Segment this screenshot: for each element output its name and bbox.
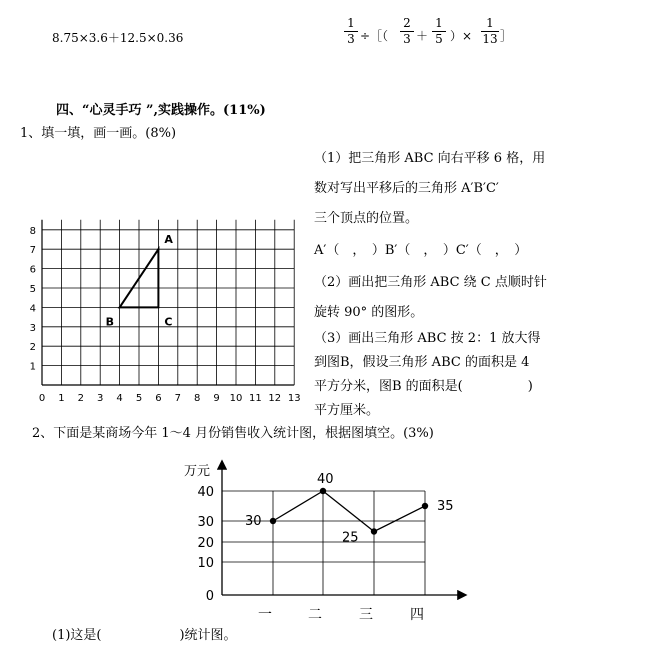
instruction-1-line-1: （1）把三角形 ABC 向右平移 6 格，用 [314,151,546,166]
instruction-2-line-1: （2）画出把三角形 ABC 绕 C 点顺时针 [314,275,547,290]
x-tick-label: 9 [213,393,220,404]
times-sign: ）× [450,29,473,43]
instruction-1-line-3: 三个顶点的位置。 [314,211,419,226]
chart-category-label: 一 [258,607,272,622]
x-tick-label: 7 [174,393,181,404]
instruction-3-line-2: 到图B，假设三角形 ABC 的面积是 4 [314,355,530,370]
instruction-3-line-3: 平方分米，图B 的面积是( ) [314,379,533,394]
x-tick-label: 13 [287,393,301,404]
x-tick-label: 2 [77,393,84,404]
chart-point [270,518,276,524]
chart-category-label: 二 [308,607,322,622]
answer-coordinates: A′（ ， ）B′（ ， ）C′（ ， ） [314,243,528,258]
chart-data-label: 40 [317,472,334,487]
chart-y-tick: 0 [205,589,214,604]
x-tick-label: 8 [194,393,201,404]
y-tick-label: 1 [29,361,36,373]
x-tick-label: 3 [97,393,104,404]
vertex-label: A [164,233,173,247]
fraction-one-fifth: 1 5 [432,17,446,46]
chart-data-label: 30 [245,514,262,529]
chart-data-label: 25 [342,530,359,546]
question-2-sub-1: (1)这是( )统计图。 [52,628,237,643]
x-tick-label: 5 [135,393,143,404]
y-tick-label: 5 [29,284,36,295]
fraction-two-thirds: 2 3 [400,17,414,46]
vertex-label: C [164,315,173,329]
question-1-title: 1、填一填，画一画。(8%) [20,126,177,141]
chart-point [371,528,377,534]
vertex-label: B [105,315,114,329]
fraction-one-thirteenth: 1 13 [482,16,498,46]
x-tick-label: 1 [58,393,65,404]
close-bracket: ］ [500,29,513,43]
x-tick-label: 12 [268,393,282,404]
fraction-one-third: 1 3 [344,17,358,46]
question-2-title: 2、下面是某商场今年 1～4 月份销售收入统计图，根据图填空。(3%) [32,426,434,441]
chart-y-tick: 40 [197,485,214,500]
instruction-3-line-1: （3）画出三角形 ABC 按 2：1 放大得 [314,331,541,346]
x-tick-label: 6 [155,393,162,404]
x-tick-label: 4 [116,393,123,404]
instruction-2-line-2: 旋转 90° 的图形。 [314,305,424,320]
chart-point [422,503,428,509]
coordinate-grid [0,140,310,412]
y-tick-label: 4 [29,303,36,315]
section-heading: 四、“心灵手巧 ”,实践操作。(11%) [56,103,266,118]
chart-point [320,488,326,494]
y-tick-label: 2 [29,342,36,354]
y-tick-label: 8 [29,225,36,237]
chart-y-tick: 30 [197,515,214,530]
chart-category-label: 三 [359,607,373,622]
instruction-1-line-2: 数对写出平移后的三角形 A′B′C′ [314,181,499,196]
calc-expression-1: 8.75×3.6＋12.5×0.36 [52,31,184,45]
chart-series-line [273,491,425,532]
division-bracket: ÷［（ [360,29,389,43]
x-tick-label: 11 [249,393,262,404]
x-tick-label: 10 [229,393,243,404]
y-tick-label: 3 [29,322,36,334]
chart-y-tick: 10 [197,556,214,571]
chart-y-tick: 20 [197,536,214,551]
x-tick-label: 0 [38,393,46,404]
plus-sign: ＋ [416,29,429,43]
y-axis-label: 万元 [184,464,211,479]
instruction-3-line-4: 平方厘米。 [314,403,380,418]
line-chart [180,452,480,622]
chart-category-label: 四 [410,607,424,622]
y-tick-label: 7 [29,245,36,257]
y-tick-label: 6 [29,264,36,276]
chart-data-label: 35 [437,499,454,514]
